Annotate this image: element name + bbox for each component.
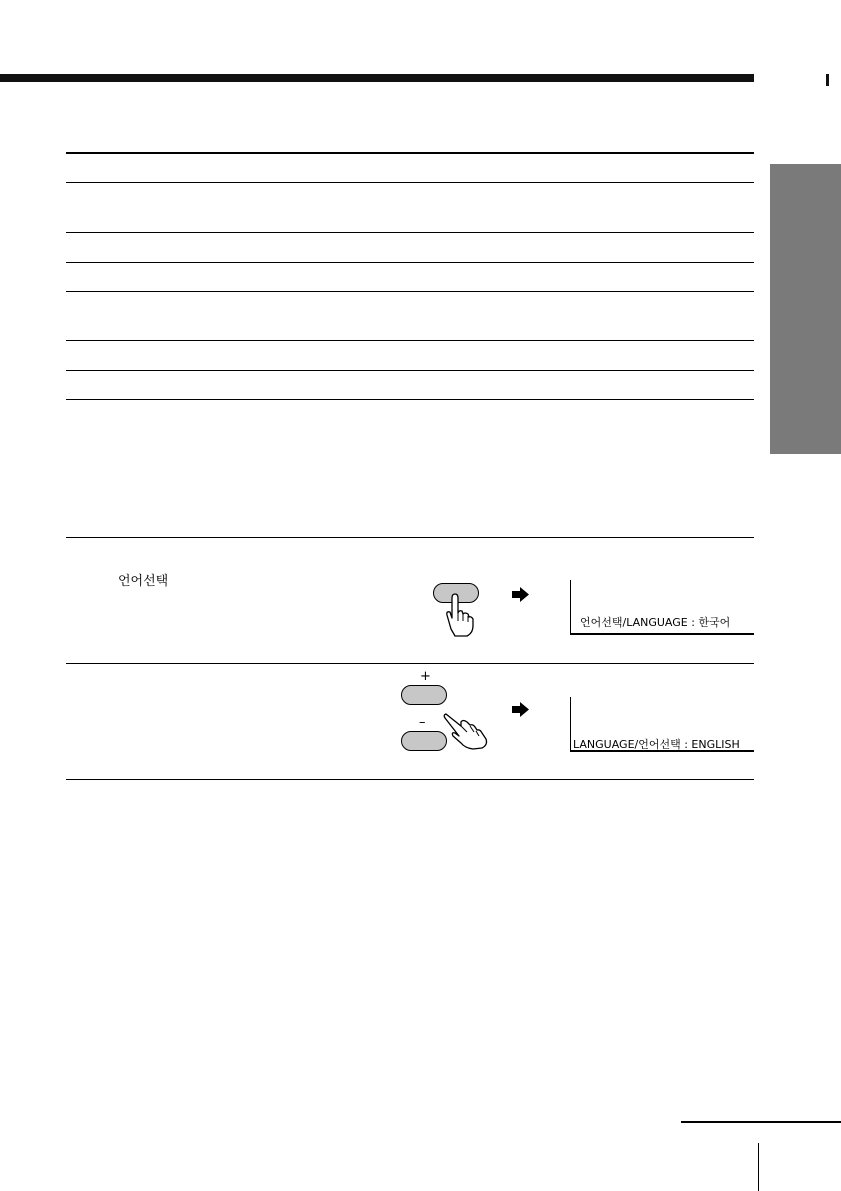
table-rule bbox=[66, 537, 754, 538]
table-rule bbox=[66, 663, 754, 664]
language-select-label: 언어선택 bbox=[118, 574, 169, 589]
right-arrow-icon bbox=[512, 702, 529, 717]
plus-symbol: + bbox=[420, 669, 431, 684]
table-rule bbox=[66, 370, 754, 371]
table-rule bbox=[66, 182, 754, 183]
minus-button[interactable] bbox=[401, 731, 447, 751]
footer-rule bbox=[681, 1121, 841, 1123]
table-rule bbox=[66, 262, 754, 263]
table-rule bbox=[66, 399, 754, 400]
table-rule bbox=[66, 340, 754, 341]
menu-display-english bbox=[570, 697, 754, 752]
plus-button[interactable] bbox=[401, 685, 447, 705]
table-rule bbox=[66, 779, 754, 780]
menu-display-korean bbox=[570, 580, 754, 635]
display-text-english: LANGUAGE/언어선택 : ENGLISH bbox=[573, 738, 740, 751]
section-tab bbox=[770, 164, 841, 454]
corner-mark bbox=[826, 74, 829, 86]
table-rule bbox=[66, 152, 754, 154]
display-text-korean: 언어선택/LANGUAGE : 한국어 bbox=[580, 616, 731, 629]
table-rule bbox=[66, 232, 754, 233]
header-bar bbox=[0, 74, 754, 82]
table-rule bbox=[66, 291, 754, 292]
footer-divider bbox=[758, 1143, 759, 1191]
right-arrow-icon bbox=[512, 587, 529, 602]
pointing-hand-icon bbox=[443, 712, 489, 750]
minus-symbol: – bbox=[419, 715, 426, 730]
pointing-hand-icon bbox=[440, 593, 476, 637]
